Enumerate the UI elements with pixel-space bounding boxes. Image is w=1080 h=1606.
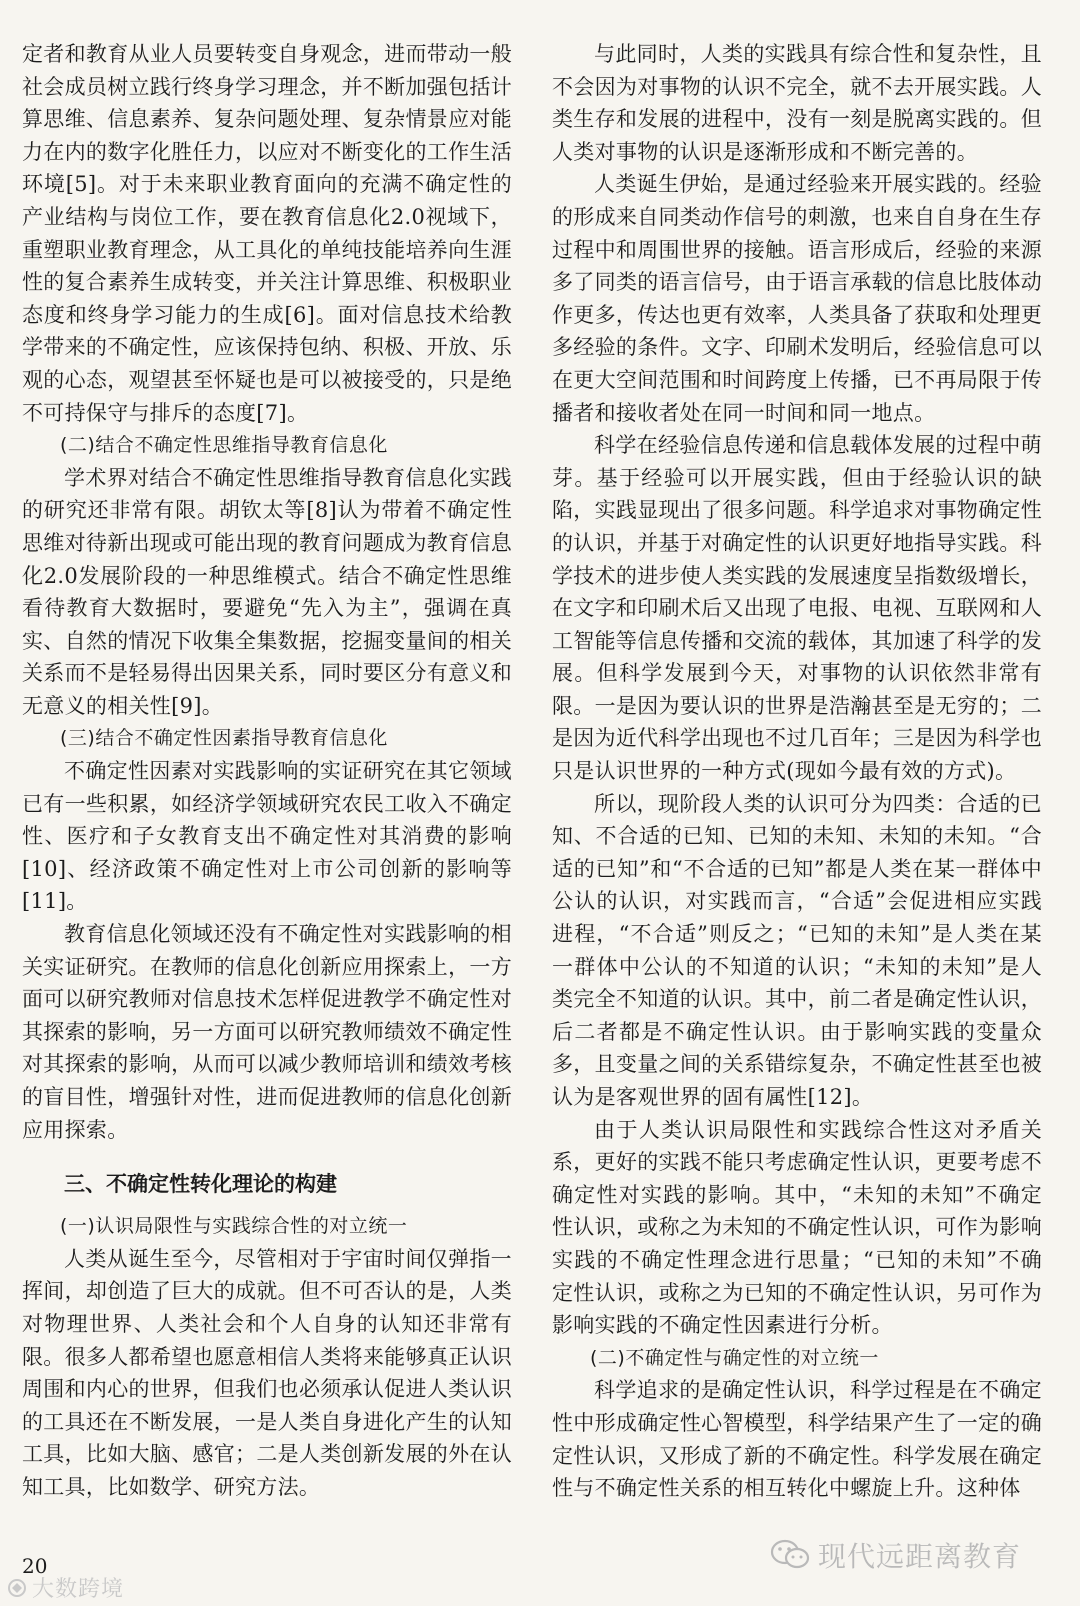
brand-logo-icon [6,1577,28,1599]
right-column-paragraph: 人类诞生伊始，是通过经验来开展实践的。经验的形成来自同类动作信号的刺激，也来自自身在生存过程中和周围世界的接触。语言形成后，经验的来源多了同类的语言信号，由于语言承载的信息比肢体动作更多，传达也更有效率，人类具备了获取和处理更多经验的条件。文字、印刷术发明后，经验信息可以在更大空间范围和时间跨度上传播，已不再局限于传播者和接收者处在同一时间和同一地点。 [552,172,1042,425]
left-column-paragraph: 学术界对结合不确定性思维指导教育信息化实践的研究还非常有限。胡钦太等[8]认为带着不确定性思维对待新出现或可能出现的教育问题成为教育信息化2.0发展阶段的一种思维模式。结合不确定性思维看待教育大数据时，要避免“先入为主”，强调在真实、自然的情况下收集全集数据，挖掘变量间的相关关系而不是轻易得出因果关系，同时要区分有意义和无意义的相关性[9]。 [22,465,512,718]
left-column [22,38,512,1538]
right-column-paragraph: 由于人类认识局限性和实践综合性这对矛盾关系，更好的实践不能只考虑确定性认识，更要考虑不确定性对实践的影响。其中，“未知的未知”不确定性认识，或称之为未知的不确定性认识，可作为影响实践的不确定性理念进行思量；“已知的未知”不确定性认识，或称之为已知的不确定性认识，另可作为影响实践的不确定性因素进行分析。 [552,1117,1042,1338]
watermark-right-text: 现代远距离教育 [818,1540,1022,1573]
left-column-heading: (三)结合不确定性因素指导教育信息化 [60,727,388,750]
right-column-paragraph: 科学追求的是确定性认识，科学过程是在不确定性中形成确定性心智模型，科学结果产生了一定的确定性认识，又形成了新的不确定性。科学发展在确定性与不确定性关系的相互转化中螺旋上升。这种体 [552,1378,1042,1501]
watermark-left [6,1572,124,1603]
wechat-icon [770,1539,810,1571]
watermark-left-text: 大数跨境 [32,1577,125,1602]
left-column-heading: (二)结合不确定性思维指导教育信息化 [60,434,388,457]
right-column-heading: (二)不确定性与确定性的对立统一 [590,1346,879,1369]
right-column [552,38,1042,1538]
left-column-paragraph: 定者和教育从业人员要转变自身观念，进而带动一般社会成员树立践行终身学习理念，并不断加强包括计算思维、信息素养、复杂问题处理、复杂情景应对能力在内的数字化胜任力，以应对不断变化的工作生活环境[5]。对于未来职业教育面向的充满不确定性的产业结构与岗位工作，要在教育信息化2.0视域下，重塑职业教育理念，从工具化的单纯技能培养向生涯性的复合素养生成转变，并关注计算思维、积极职业态度和终身学习能力的生成[6]。面对信息技术给教学带来的不确定性，应该保持包纳、积极、开放、乐观的心态，观望甚至怀疑也是可以被接受的，只是绝不可持保守与排斥的态度[7]。 [22,42,512,425]
right-column-paragraph: 科学在经验信息传递和信息载体发展的过程中萌芽。基于经验可以开展实践，但由于经验认识的缺陷，实践显现出了很多问题。科学追求对事物确定性的认识，并基于对确定性的认识更好地指导实践。科学技术的进步使人类实践的发展速度呈指数级增长，在文字和印刷术后又出现了电报、电视、互联网和人工智能等信息传播和交流的载体，其加速了科学的发展。但科学发展到今天，对事物的认识依然非常有限。一是因为要认识的世界是浩瀚甚至是无穷的；二是因为近代科学出现也不过几百年；三是因为科学也只是认识世界的一种方式(现如今最有效的方式)。 [552,433,1042,784]
page-number: 20 [22,1554,48,1578]
right-column-paragraph: 所以，现阶段人类的认识可分为四类：合适的已知、不合适的已知、已知的未知、未知的未知。“合适的已知”和“不合适的已知”都是人类在某一群体中公认的认识，对实践而言，“合适”会促进相应实践进程，“不合适”则反之；“已知的未知”是人类在某一群体中公认的不知道的认识；“未知的未知”是人类完全不知道的认识。其中，前二者是确定性认识，后二者都是不确定性认识。由于影响实践的变量众多，且变量之间的关系错综复杂，不确定性甚至也被认为是客观世界的固有属性[12]。 [552,791,1042,1109]
watermark-right [770,1535,1021,1575]
left-column-paragraph: 不确定性因素对实践影响的实证研究在其它领域已有一些积累，如经济学领域研究农民工收入不确定性、医疗和子女教育支出不确定性对其消费的影响[10]、经济政策不确定性对上市公司创新的影响等[11]。 [22,759,512,914]
left-column-heading: 三、不确定性转化理论的构建 [64,1172,337,1197]
right-column-paragraph: 与此同时，人类的实践具有综合性和复杂性，且不会因为对事物的认识不完全，就不去开展实践。人类生存和发展的进程中，没有一刻是脱离实践的。但人类对事物的认识是逐渐形成和不断完善的。 [552,42,1042,164]
left-column-paragraph: 教育信息化领域还没有不确定性对实践影响的相关实证研究。在教师的信息化创新应用探索上，一方面可以研究教师对信息技术怎样促进教学不确定性对其探索的影响，另一方面可以研究教师绩效不确定性对其探索的影响，从而可以减少教师培训和绩效考核的盲目性，增强针对性，进而促进教师的信息化创新应用探索。 [22,922,512,1142]
article-page [22,38,1042,1538]
left-column-paragraph: 人类从诞生至今，尽管相对于宇宙时间仅弹指一挥间，却创造了巨大的成就。但不可否认的是，人类对物理世界、人类社会和个人自身的认知还非常有限。很多人都希望也愿意相信人类将来能够真正认识周围和内心的世界，但我们也必须承认促进人类认识的工具还在不断发展，一是人类自身进化产生的认知工具，比如大脑、感官；二是人类创新发展的外在认知工具，比如数学、研究方法。 [22,1246,512,1499]
left-column-heading: (一)认识局限性与实践综合性的对立统一 [60,1215,408,1238]
